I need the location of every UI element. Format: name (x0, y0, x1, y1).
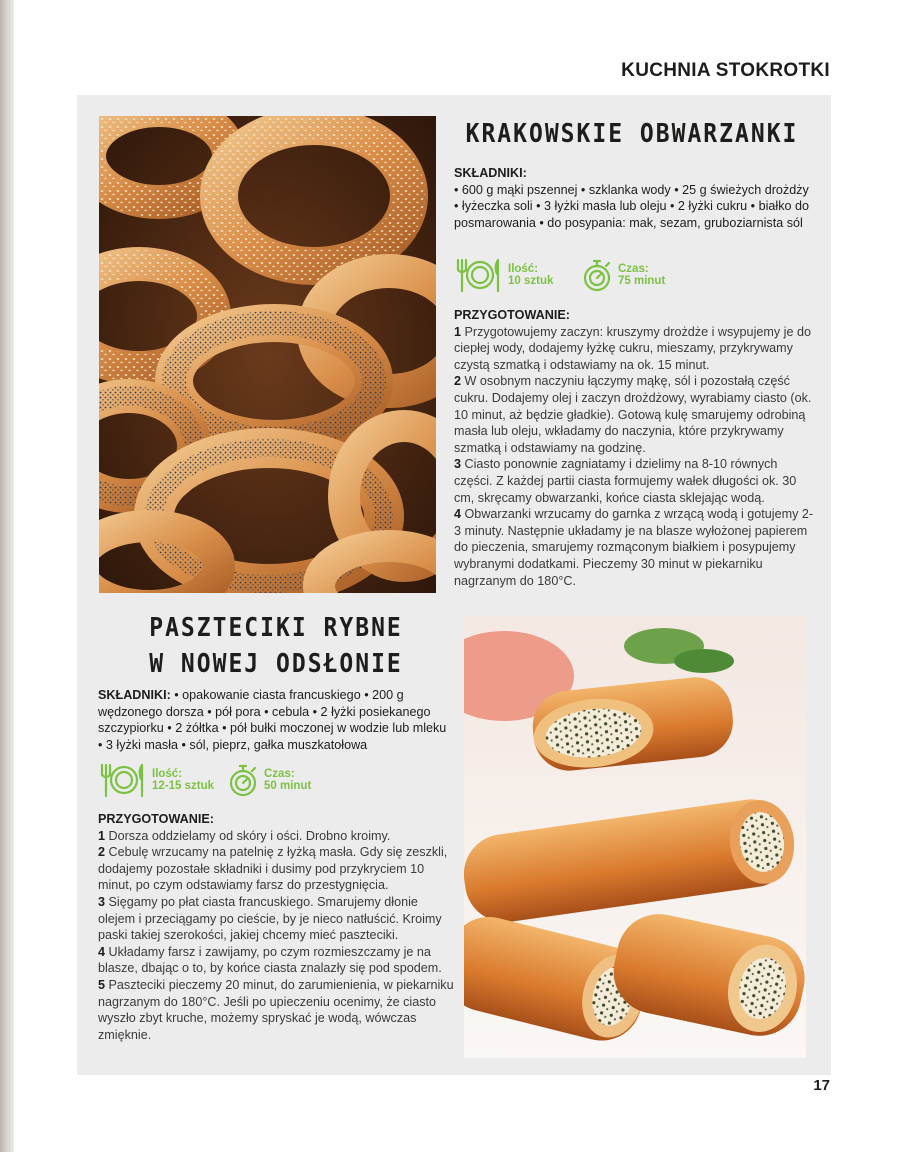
stopwatch-icon (582, 257, 612, 293)
recipe1-amount (454, 257, 553, 293)
recipe1-prep-label: PRZYGOTOWANIE: (454, 308, 570, 322)
page-number: 17 (813, 1077, 830, 1094)
recipe2-amount-label: Ilość: (152, 767, 183, 780)
recipe2-title (98, 610, 454, 682)
recipe2-step: 3 Sięgamy po płat ciasta francuskiego. Smarujemy dłonie olejem i przeciągamy po cieście, by je nieco natłuścić. Kroimy paski takiej szerokości, jakiej chcemy mieć paszteciki. (98, 894, 442, 943)
recipe1-step: 2 W osobnym naczyniu łączymy mąkę, sól i pozostałą część cukru. Dodajemy olej i zaczyn drożdżowy, wyrabiamy ciasto (ok. 10 minut, aż będzie gładkie). Gotową kulę smarujemy odrobiną masła lub oleju, wkładamy do naczynia, które przykrywamy szmatką i odstawiamy na godzinę. (454, 374, 812, 455)
plate-cutlery-icon (98, 762, 146, 798)
recipe2-title-line1: PASZTECIKI RYBNE (149, 613, 403, 643)
section-title: KUCHNIA STOKROTKI (621, 60, 830, 81)
recipe2-step: 4 Układamy farsz i zawijamy, po czym rozmieszczamy je na blasze, dbając o to, by końce ciasta znalazły się pod spodem. (98, 944, 442, 976)
recipe2-meta (98, 762, 454, 802)
recipe2-time-label: Czas: (264, 767, 295, 780)
recipe1-ingredients-label: SKŁADNIKI: (454, 166, 527, 180)
recipe1-meta (454, 257, 814, 297)
recipe2-amount (98, 762, 214, 798)
stopwatch-icon (228, 762, 258, 798)
recipe2-ingredients-label: SKŁADNIKI: (98, 688, 171, 702)
recipe1-amount-label: Ilość: (508, 262, 539, 275)
recipe2-ingredients (98, 687, 454, 753)
recipe1-time (582, 257, 665, 293)
recipe2-time (228, 762, 311, 798)
recipe2-step: 5 Paszteciki pieczemy 20 minut, do zarumienienia, w piekarniku nagrzanym do 180°C. Jeśli po upieczeniu ocenimy, że ciasto wyszło zbyt kruche, możemy spryskać je wodą, wówczas zmięknie. (98, 977, 454, 1042)
bagels-photo (99, 116, 436, 593)
recipe2-step: 1 Dorsza oddzielamy od skóry i ości. Drobno kroimy. (98, 828, 391, 843)
pastries-photo (464, 616, 806, 1058)
recipe1-ingredients-list: • 600 g mąki pszennej • szklanka wody • 25 g świeżych drożdży • łyżeczka soli • 3 łyżki masła lub oleju • 2 łyżki cukru • białko do posmarowania • do posypania: mak, sezam, gruboziarnista sól (454, 182, 810, 230)
recipe2-time-value: 50 minut (264, 780, 312, 792)
recipe2-amount-value: 12-15 sztuk (152, 780, 215, 792)
recipe1-ingredients (454, 165, 812, 231)
recipe2-preparation (98, 811, 454, 1043)
recipe1-step: 1 Przygotowujemy zaczyn: kruszymy drożdże i wsypujemy je do ciepłej wody, dodajemy łyżkę cukru, mieszamy, przykrywamy czystą szmatką i odstawiamy na ok. 15 minut. (454, 324, 811, 372)
recipe1-time-value: 75 minut (618, 275, 666, 287)
plate-cutlery-icon (454, 257, 502, 293)
recipe1-amount-value: 10 sztuk (508, 275, 554, 287)
page-edge (0, 0, 14, 1152)
recipe1-title: KRAKOWSKIE OBWARZANKI (465, 119, 799, 149)
recipe1-time-label: Czas: (618, 262, 649, 275)
recipe1-preparation (454, 307, 814, 589)
recipe2-ingredients-list: • opakowanie ciasta francuskiego • 200 g wędzonego dorsza • pół pora • cebula • 2 łyżki posiekanego szczypiorku • 2 żółtka • pół bułki moczonej w wodzie lub mleku • 3 łyżki masła • sól, pieprz, gałka muszkatołowa (98, 688, 447, 752)
recipe2-title-line2: W NOWEJ ODSŁONIE (149, 649, 403, 679)
recipe2-prep-label: PRZYGOTOWANIE: (98, 812, 214, 826)
recipe1-step: 4 Obwarzanki wrzucamy do garnka z wrzącą wodą i gotujemy 2-3 minuty. Następnie układamy je na blasze wyłożonej papierem do pieczenia, smarujemy rozmąconym białkiem i posypujemy wybranymi dodatkami. Pieczemy 30 minut w piekarniku nagrzanym do 180°C. (454, 507, 814, 588)
recipe2-step: 2 Cebulę wrzucamy na patelnię z łyżką masła. Gdy się zeszkli, dodajemy pozostałe składniki i dusimy pod przykryciem 10 minut, po czym odstawiamy farsz do przestygnięcia. (98, 845, 448, 893)
recipe1-step: 3 Ciasto ponownie zagniatamy i dzielimy na 8-10 równych części. Z każdej partii ciasta formujemy wałek długości ok. 30 cm, skręcamy obwarzanki, końce ciasta sklejając wodą. (454, 457, 797, 505)
